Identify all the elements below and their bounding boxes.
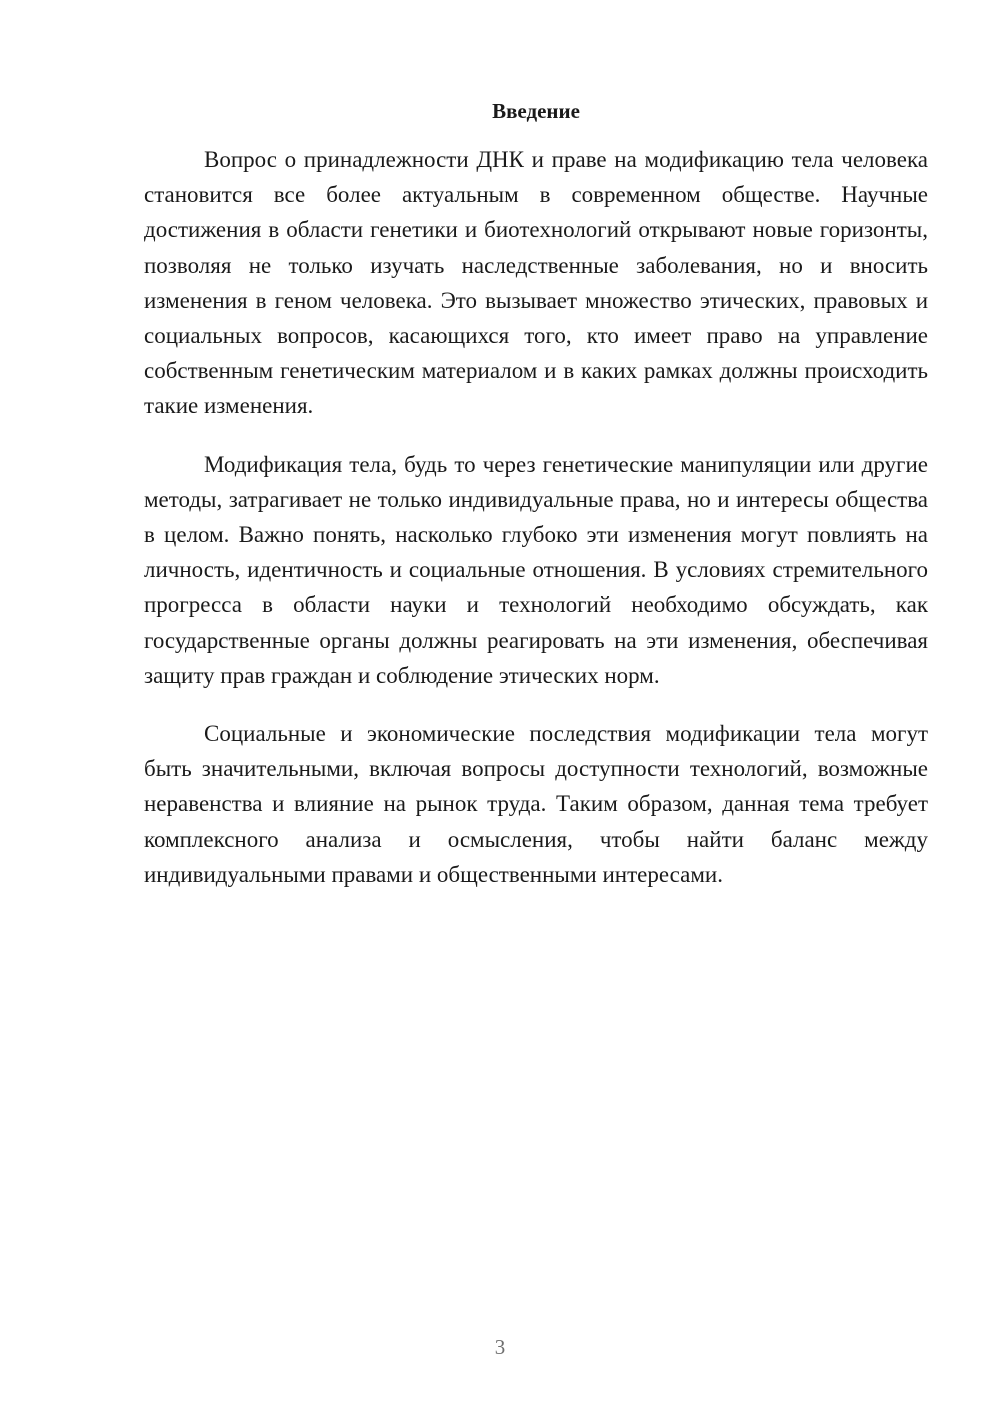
paragraph-3: Социальные и экономические последствия модификации тела могут быть значительными, включая вопросы доступности технологий, возможные неравенства и влияние на рынок труда. Таким образом, данная тема требует комплексного анализа и осмысления, чтобы найти баланс между индивидуальными правами и общественными интересами. — [144, 721, 928, 887]
paragraph-2: Модификация тела, будь то через генетические манипуляции или другие методы, затрагивает не только индивидуальные права, но и интересы общества в целом. Важно понять, насколько глубоко эти изменения могут повлиять на личность, идентичность и социальные отношения. В условиях стремительного прогресса в области науки и технологий необходимо обсуждать, как государственные органы должны реагировать на эти изменения, обеспечивая защиту прав граждан и соблюдение этических норм. — [144, 451, 928, 688]
page-number: 3 — [494, 1335, 506, 1359]
paragraph-1: Вопрос о принадлежности ДНК и праве на модификацию тела человека становится все более актуальным в современном обществе. Научные достижения в области генетики и биотехнологий открывают новые горизонты, позволяя не только изучать наследственные заболевания, но и вносить изменения в геном человека. Это вызывает множество этических, правовых и социальных вопросов, касающихся того, кто имеет право на управление собственным генетическим материалом и в каких рамках должны происходить такие изменения. — [144, 147, 928, 419]
body-text — [144, 142, 928, 915]
section-heading: Введение — [492, 99, 580, 123]
